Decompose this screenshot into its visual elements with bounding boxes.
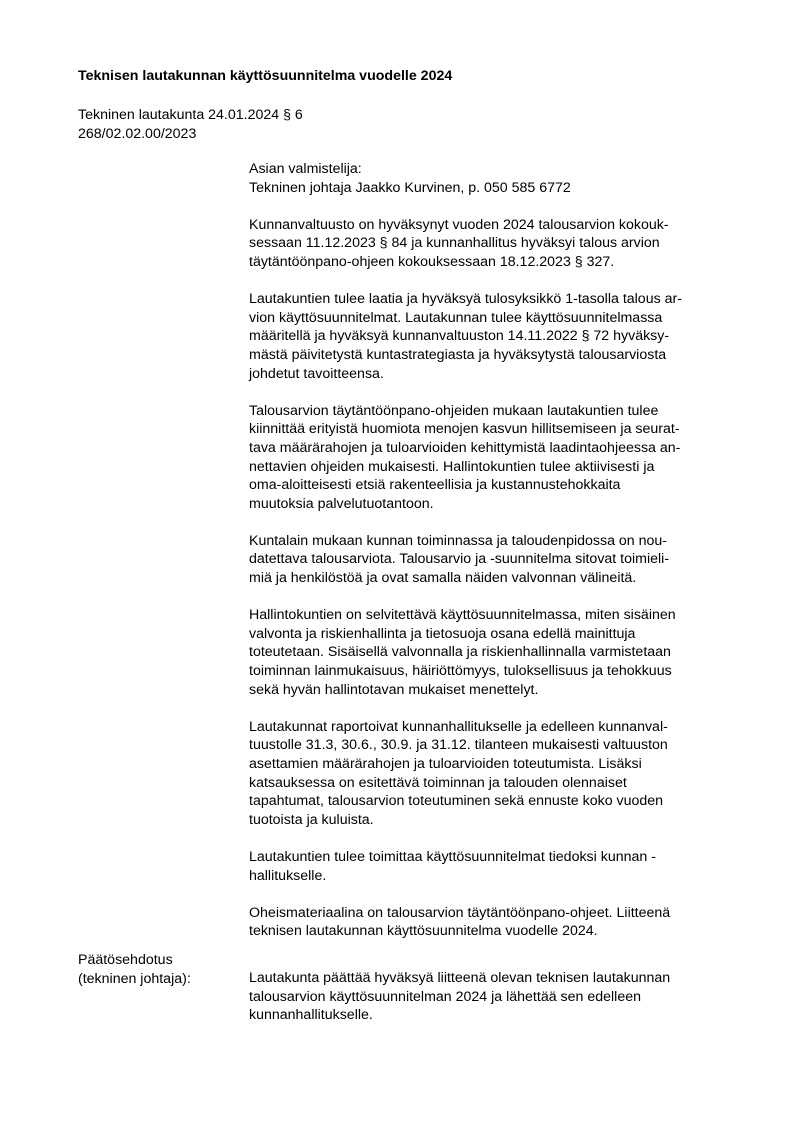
paragraph-attachments: Oheismateriaalina on talousarvion täytäntöönpano-ohjeet. Liitteenä teknisen lautakunnan käyttösuunnitelma vuodelle 2024. — [249, 904, 671, 940]
paragraph-reporting: Lautakunnat raportoivat kunnanhallitukselle ja edelleen kunnanval- tuustolle 31.3, 30.6., 30.9. ja 31.12. tilanteen mukaisesti valtuuston asettamien määrärahojen ja tuloarvioiden toteutumista. Lisäksi katsauksessa on esitettävä toiminnan ja talouden olennaiset tapahtumat, talousarvion toteutuminen sekä ennuste koko vuoden tuotoista ja kuluista. — [249, 718, 668, 828]
decision-proposal-text: Lautakunta päättää hyväksyä liitteenä olevan teknisen lautakunnan talousarvion käyttösuunnitelman 2024 ja lähettää sen edelleen kunnanhallitukselle. — [249, 970, 671, 1024]
paragraph-submission: Lautakuntien tulee toimittaa käyttösuunnitelmat tiedoksi kunnan - hallitukselle. — [249, 848, 656, 884]
paragraph-local-government-act: Kuntalain mukaan kunnan toiminnassa ja taloudenpidossa on nou- datettava talousarviota. Talousarvio ja -suunnitelma sitovat toimieli- miä ja henkilöstöä ja ovat samalla näiden valvonnan välineitä. — [249, 532, 670, 587]
preparer-name: Tekninen johtaja Jaakko Kurvinen, p. 050 585 6772 — [249, 179, 571, 196]
decision-proposal-label: Päätösehdotus (tekninen johtaja): — [78, 952, 191, 987]
paragraph-internal-control: Hallintokuntien on selvitettävä käyttösuunnitelmassa, miten sisäinen valvonta ja riskienhallinta ja tietosuoja osana edellä mainittuja toteutetaan. Sisäisellä valvonnalla ja riskienhallinnalla varmistetaan toiminnan lainmukaisuus, häiriöttömyys, tuloksellisuus ja tehokkuus sekä hyvän hallintotavan mukaiset menettelyt. — [249, 607, 676, 698]
meeting-line: Tekninen lautakunta 24.01.2024 § 6 — [78, 107, 303, 123]
body-column — [249, 160, 741, 960]
paragraph-budget-approval: Kunnanvaltuusto on hyväksynyt vuoden 2024 talousarvion kokouk- sessaan 11.12.2023 § 84 ja kunnanhallitus hyväksyi talous arvion täytäntöönpano-ohjeen kokouksessaan 18.12.2023 § 327. — [249, 216, 669, 270]
paragraph-implementation-guidance: Talousarvion täytäntöönpano-ohjeiden mukaan lautakuntien tulee kiinnittää erityistä huomiota menojen kasvun hillitsemiseen ja seurat- tava määrärahojen ja tuloarvioiden kehittymistä laadintaohjeessa an- nettavien ohjeiden mukaisesti. Hallintokuntien tulee aktiivisesti ja oma-aloitteisesti etsiä rakenteellisia ja kustannustehokkaita muutoksia palvelutuotantoon. — [249, 402, 681, 512]
preparer-block — [249, 160, 741, 197]
meta-block — [78, 106, 303, 143]
preparer-label: Asian valmistelija: — [249, 161, 362, 177]
reference-number: 268/02.02.00/2023 — [78, 125, 197, 142]
page-title: Teknisen lautakunnan käyttösuunnitelma vuodelle 2024 — [78, 68, 453, 84]
paragraph-plan-requirements: Lautakuntien tulee laatia ja hyväksyä tulosyksikkö 1-tasolla talous ar- vion käyttösuunnitelmat. Lautakunnan tulee käyttösuunnitelmassa määritellä ja hyväksyä kunnanvaltuuston 14.11.2022 § 72 hyväksy- mästä päivitetystä kuntastrategiasta ja hyväksytystä talousarviosta johdetut tavoitteensa. — [249, 291, 682, 382]
